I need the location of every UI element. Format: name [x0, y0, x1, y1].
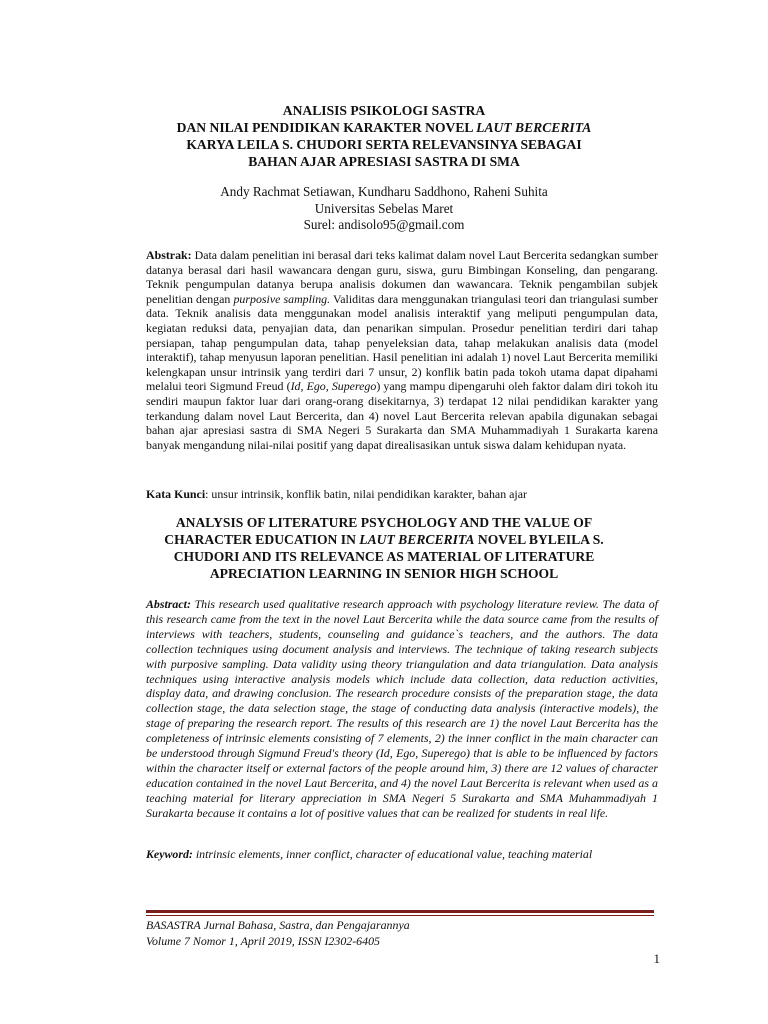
- title-text: DAN NILAI PENDIDIKAN KARAKTER NOVEL: [176, 120, 477, 135]
- abstract-english: [146, 597, 658, 821]
- title-line: [110, 119, 658, 136]
- paper-title-indonesian: [110, 102, 658, 170]
- journal-volume: Volume 7 Nomor 1, April 2019, ISSN I2302-6405: [146, 934, 380, 948]
- footer-divider: [146, 910, 654, 913]
- title-line: CHUDORI AND ITS RELEVANCE AS MATERIAL OF LITERATURE: [173, 549, 595, 564]
- title-line: APRECIATION LEARNING IN SENIOR HIGH SCHOOL: [209, 566, 559, 581]
- abstract-text: Data dalam penelitian ini berasal dari teks kalimat dalam novel Laut Bercerita sedangkan sumber datanya berasal dari hasil wawancara dengan guru, siswa, guru Bimbingan Konseling, dan pengarang. Teknik pengumpulan datanya berupa analisis dokumen dan wawancara. Teknik pengambilan subjek penelitian dengan: [146, 248, 658, 306]
- abstract-italic-term: purposive sampling.: [233, 291, 331, 306]
- novel-title: LAUT BERCERITA: [476, 120, 592, 135]
- paper-title-english: [110, 514, 658, 582]
- author-info: [110, 184, 658, 234]
- author-email: Surel: andisolo95@gmail.com: [303, 217, 465, 232]
- abstract-label: Abstract:: [146, 597, 191, 611]
- title-line: BAHAN AJAR APRESIASI SASTRA DI SMA: [248, 154, 520, 169]
- title-text: NOVEL BYLEILA S.: [474, 532, 604, 547]
- keywords-label: Keyword:: [146, 847, 193, 861]
- title-line: [110, 531, 658, 548]
- page-number: 1: [653, 951, 660, 966]
- abstract-indonesian: [146, 248, 658, 452]
- abstract-text: This research used qualitative research approach with psychology literature review. The data of this research came from the text in the novel Laut Bercerita while the data source came from the results of interviews with teachers, students, counseling and guidance`s teachers, and the authors. The data collection techniques using document analysis and interviews. The technique of taking research subjects with purposive sampling. Data validity using theory triangulation and data triangulation. Data analysis techniques using interactive analysis models which include data collection, data reduction activities, display data, and drawing conclusion. The research procedure consists of the preparation stage, the data collection stage, the data selection stage, the stage of conducting data analysis (interactive models), the stage of preparing the research report. The results of this research are 1) the novel Laut Bercerita has the completeness of intrinsic elements consisting of 7 elements, 2) the inner conflict in the main character can be understood through Sigmund Freud's theory (Id, Ego, Superego) that is able to be influenced by factors within the character itself or external factors of the people around him, 3) there are 12 values of character education contained in the novel Laut Bercerita, and 4) the novel Laut Bercerita is relevant when used as a teaching material for literary appreciation in SMA Negeri 5 Surakarta and SMA Muhammadiyah 1 Surakarta because it contains a lot of positive values that can be realized for students in real life.: [146, 597, 658, 820]
- title-line: KARYA LEILA S. CHUDORI SERTA RELEVANSINYA SEBAGAI: [186, 137, 582, 152]
- abstract-text: ) yang mampu dipengaruhi oleh faktor dalam diri tokoh itu sendiri maupun faktor luar dari orang-orang disekitarnya, 3) terdapat 12 nilai pendidikan karakter yang terkandung dalam novel Laut Bercerita, dan 4) novel Laut Bercerita relevan apabila digunakan sebagai bahan ajar apresiasi sastra di SMA Negeri 5 Surakarta dan SMA Muhammadiyah 1 Surakarta karena banyak mengandung nilai-nilai positif yang dapat direalisasikan untuk siswa dalam kehidupan nyata.: [146, 379, 658, 452]
- abstract-italic-term: Id, Ego, Superego: [290, 379, 377, 394]
- keywords-english: [146, 847, 658, 862]
- footer-divider-thin: [146, 915, 654, 916]
- journal-footer: [146, 917, 658, 949]
- keywords-indonesian: [146, 487, 658, 502]
- keywords-text: intrinsic elements, inner conflict, character of educational value, teaching material: [192, 847, 593, 861]
- abstract-label: Abstrak:: [146, 248, 192, 262]
- author-names: Andy Rachmat Setiawan, Kundharu Saddhono, Raheni Suhita: [220, 184, 548, 199]
- title-text: CHARACTER EDUCATION IN: [164, 532, 360, 547]
- title-line: ANALISIS PSIKOLOGI SASTRA: [282, 103, 486, 118]
- author-affiliation: Universitas Sebelas Maret: [314, 200, 454, 216]
- keywords-label: Kata Kunci: [146, 487, 206, 501]
- journal-name: BASASTRA Jurnal Bahasa, Sastra, dan Pengajarannya: [146, 918, 410, 932]
- abstract-text: Validitas dara menggunakan triangulasi teori dan triangulasi sumber data. Teknik analisis data menggunakan model analisis interaktif yang meliputi pengumpulan data, kegiatan reduksi data, penyajian data, dan penarikan simpulan. Prosedur penelitian terdiri dari tahap persiapan, tahap pengumpulan data, tahap penyeleksian data, tahap melakukan analisis data (model interaktif), tahap menyusun laporan penelitian. Hasil penelitian ini adalah 1) novel Laut Bercerita memiliki kelengkapan unsur intrinsik yang terdiri dari 7 unsur, 2) konflik batin pada tokoh utama dapat dipahami melalui teori Sigmund Freud (: [146, 291, 659, 394]
- novel-title: LAUT BERCERITA: [359, 532, 475, 547]
- keywords-text: : unsur intrinsik, konflik batin, nilai pendidikan karakter, bahan ajar: [205, 487, 527, 501]
- title-line: ANALYSIS OF LITERATURE PSYCHOLOGY AND THE VALUE OF: [175, 515, 593, 530]
